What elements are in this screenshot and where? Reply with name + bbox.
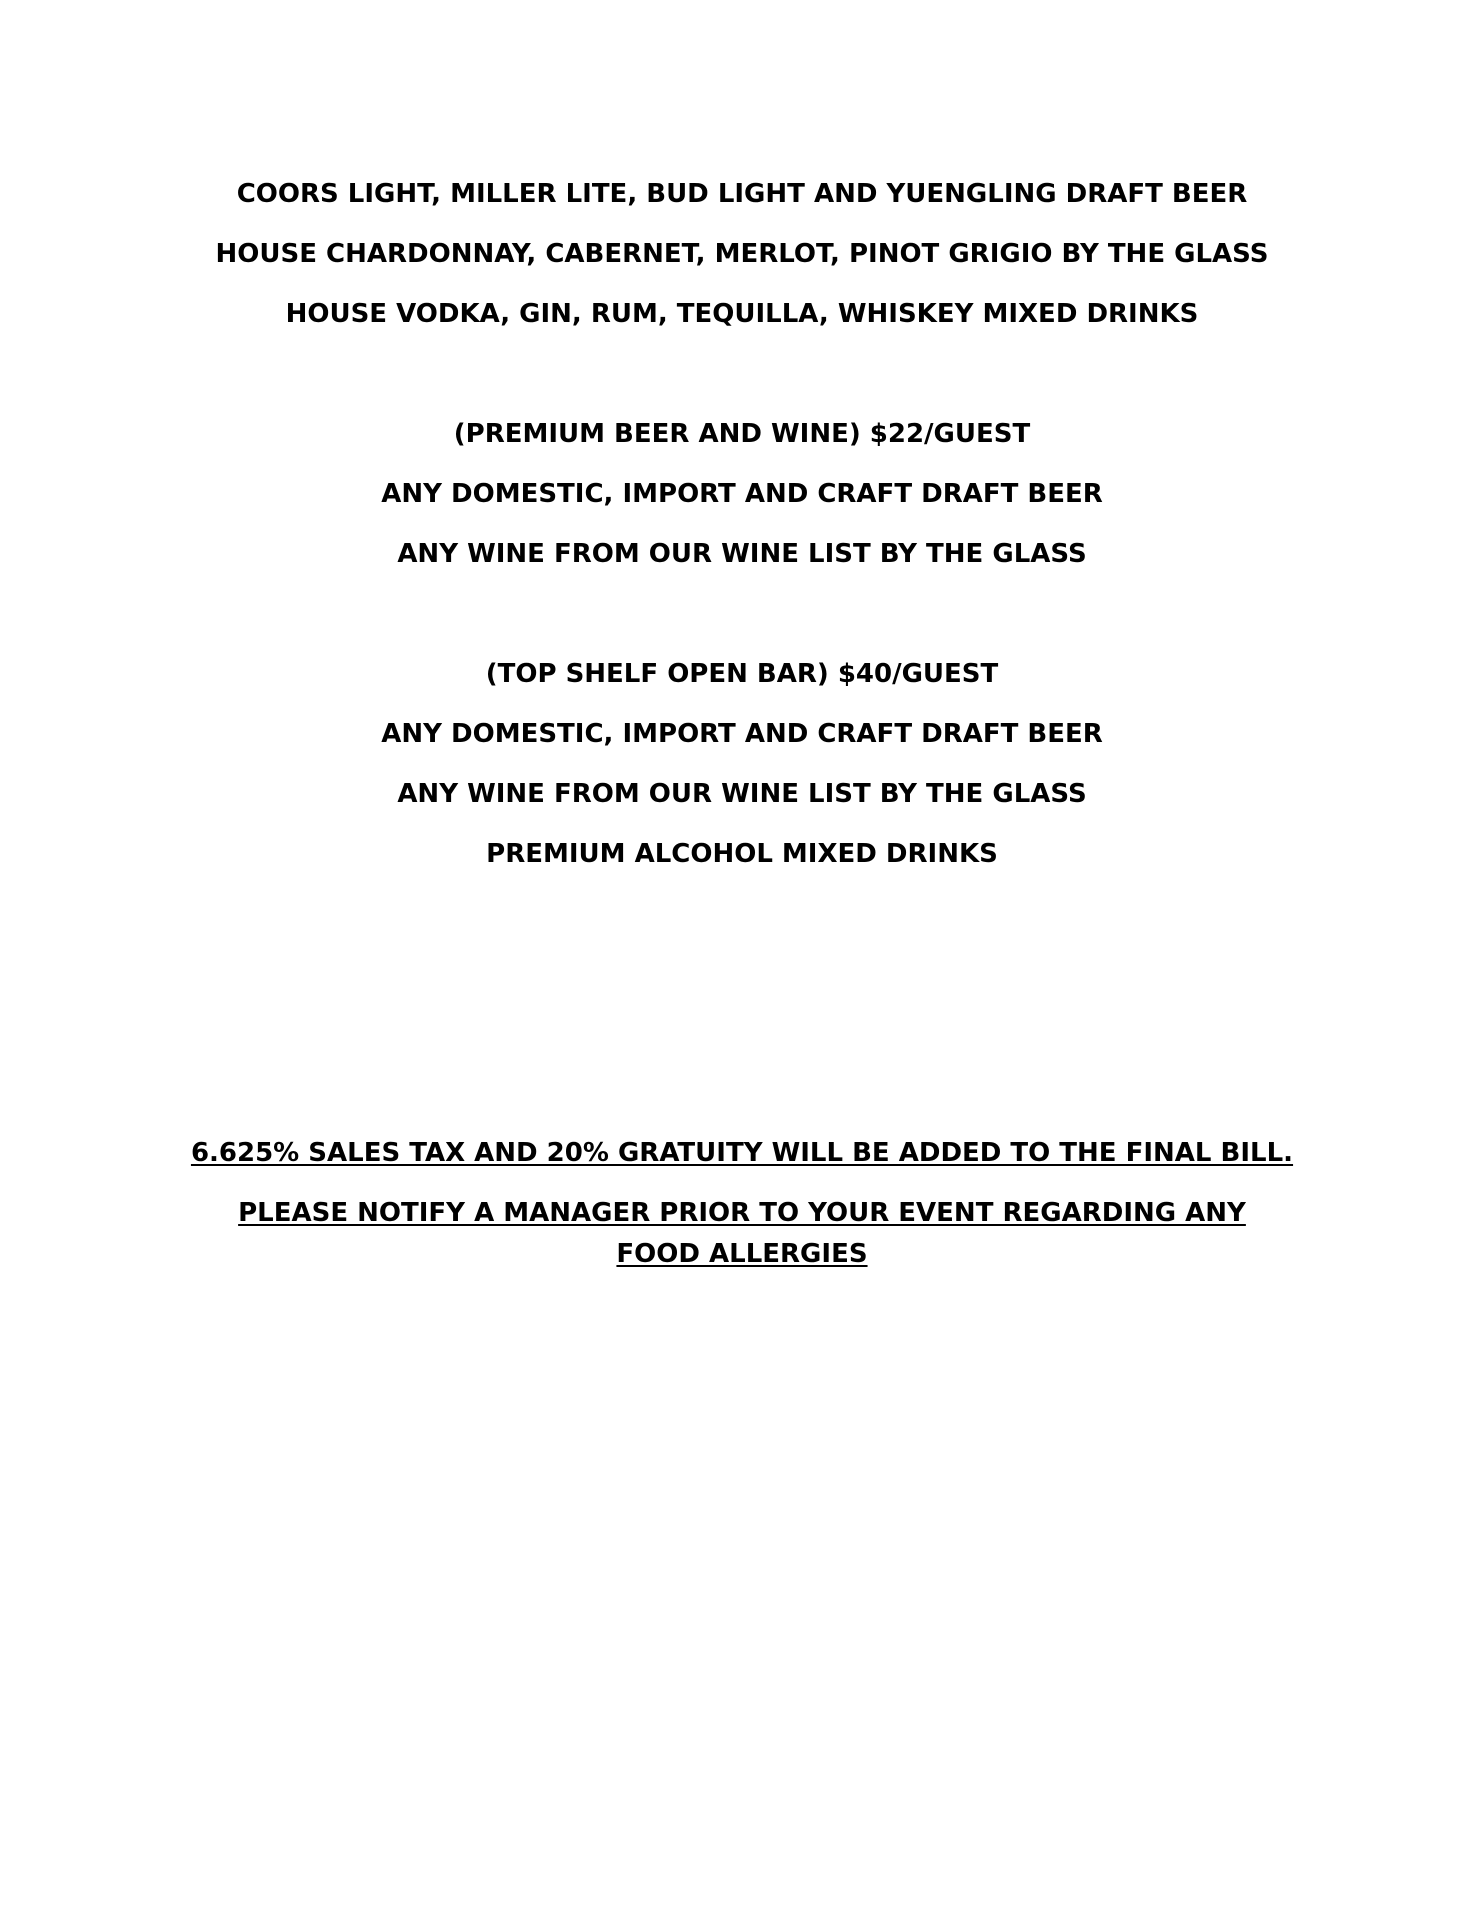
premium-package-line-beer: ANY DOMESTIC, IMPORT AND CRAFT DRAFT BEER (381, 479, 1103, 509)
food-allergy-notice: PLEASE NOTIFY A MANAGER PRIOR TO YOUR EVENT REGARDING ANY FOOD ALLERGIES (238, 1198, 1246, 1269)
premium-package-heading: (PREMIUM BEER AND WINE) $22/GUEST (453, 419, 1031, 449)
house-package-line-spirits: HOUSE VODKA, GIN, RUM, TEQUILLA, WHISKEY MIXED DRINKS (285, 299, 1199, 329)
top-shelf-package-line-spirits: PREMIUM ALCOHOL MIXED DRINKS (486, 839, 998, 869)
top-shelf-package-line-beer: ANY DOMESTIC, IMPORT AND CRAFT DRAFT BEER (381, 719, 1103, 749)
house-package-line-wine: HOUSE CHARDONNAY, CABERNET, MERLOT, PINOT GRIGIO BY THE GLASS (215, 239, 1269, 269)
tax-gratuity-notice: 6.625% SALES TAX AND 20% GRATUITY WILL BE ADDED TO THE FINAL BILL. (190, 1138, 1294, 1168)
top-shelf-package-line-wine: ANY WINE FROM OUR WINE LIST BY THE GLASS (397, 779, 1087, 809)
top-shelf-package-heading: (TOP SHELF OPEN BAR) $40/GUEST (485, 659, 999, 689)
house-package-line-beer: COORS LIGHT, MILLER LITE, BUD LIGHT AND YUENGLING DRAFT BEER (236, 179, 1248, 209)
premium-package-line-wine: ANY WINE FROM OUR WINE LIST BY THE GLASS (397, 539, 1087, 569)
